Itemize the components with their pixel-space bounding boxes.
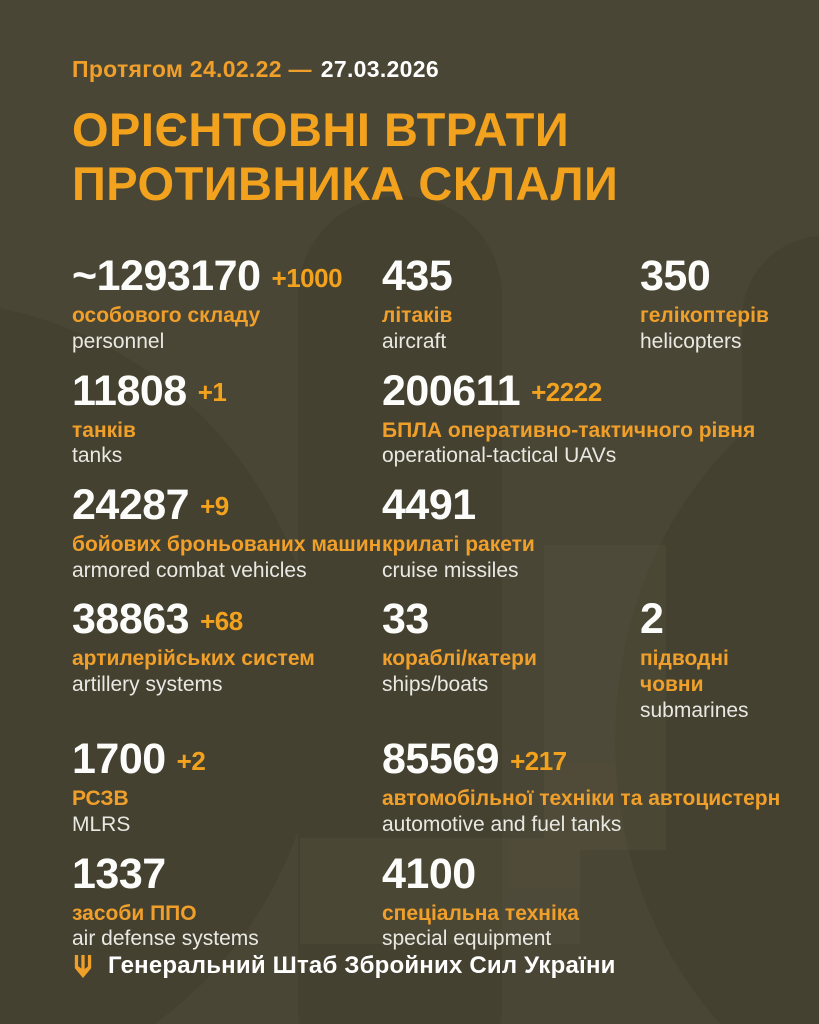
stat-label-uk: БПЛА оперативно-тактичного рівня	[382, 418, 756, 442]
stat-label-uk: спеціальна техніка	[382, 901, 579, 925]
stat-submarines	[640, 597, 783, 723]
stat-delta: +2222	[531, 377, 602, 408]
stat-delta: +68	[200, 605, 243, 636]
stat-label-uk: кораблі/катери	[382, 647, 537, 671]
stat-label-uk: крилаті ракети	[382, 533, 535, 557]
stat-label-uk: автомобільної техніки та автоцистерн	[382, 787, 781, 811]
stat-cruise-missiles	[382, 480, 783, 583]
trident-icon	[74, 955, 92, 978]
stat-label-en: artillery systems	[72, 672, 223, 696]
stat-label-en: special equipment	[382, 927, 552, 951]
stat-value-line	[382, 254, 640, 299]
stat-value-line	[72, 597, 382, 642]
stat-value: 1700	[72, 735, 166, 784]
stat-uavs	[382, 366, 783, 469]
stat-automotive	[382, 737, 783, 837]
stat-value-line	[72, 849, 382, 898]
stat-value: 2	[640, 595, 664, 644]
stat-label-en: cruise missiles	[382, 558, 519, 582]
stat-value: 1337	[72, 849, 166, 898]
stat-mlrs	[72, 737, 382, 837]
stat-value: 11808	[72, 366, 187, 415]
stat-label-uk: артилерійських систем	[72, 647, 315, 671]
stat-delta: +2	[176, 745, 206, 776]
stat-label-en: operational-tactical UAVs	[382, 444, 617, 468]
stat-label-en: tanks	[72, 444, 123, 468]
stat-delta: +9	[200, 491, 229, 522]
stat-artillery	[72, 597, 382, 723]
stat-label-uk: РСЗВ	[72, 787, 129, 811]
stat-label-en: personnel	[72, 329, 165, 353]
stat-label-en: automotive and fuel tanks	[382, 812, 622, 836]
stat-label-en: helicopters	[640, 329, 742, 353]
stat-label-uk: танків	[72, 418, 136, 442]
stat-value: 38863	[72, 595, 190, 644]
stat-delta: +1000	[271, 262, 343, 293]
stat-label-uk: підводні човни	[640, 647, 729, 696]
stat-value: 4491	[382, 480, 476, 529]
page-title	[72, 103, 783, 210]
stat-value-line	[382, 737, 783, 782]
stat-value: 33	[382, 595, 429, 644]
stat-label-en: armored combat vehicles	[72, 558, 307, 582]
stat-label-en: aircraft	[382, 329, 447, 353]
stat-value-line	[72, 737, 382, 782]
stat-label-en: MLRS	[72, 812, 131, 836]
stat-value: 24287	[72, 480, 190, 529]
period-line	[72, 56, 783, 83]
stat-label-en: air defense systems	[72, 927, 259, 951]
period-date: 27.03.2026	[320, 56, 439, 82]
stat-value-line	[382, 480, 783, 529]
stat-label-en: ships/boats	[382, 672, 489, 696]
stat-personnel	[72, 254, 382, 354]
stat-value-line	[72, 480, 382, 529]
footer	[74, 952, 616, 980]
stat-armored-vehicles	[72, 480, 382, 583]
period-label: Протягом 24.02.22 —	[72, 56, 312, 82]
stat-value-line	[72, 366, 382, 415]
stat-value: 4100	[382, 849, 476, 898]
stat-value: 350	[640, 252, 711, 301]
stat-label-uk: літаків	[382, 304, 453, 328]
stat-special-equipment	[382, 849, 783, 952]
stat-value-line	[382, 849, 783, 898]
stat-value: 200611	[382, 366, 521, 415]
stat-label-uk: бойових броньованих машин	[72, 533, 382, 557]
stat-label-uk: засоби ППО	[72, 901, 197, 925]
stat-value: 85569	[382, 735, 500, 784]
stat-value-line	[640, 254, 783, 299]
stat-label-en: submarines	[640, 698, 749, 722]
stat-label-uk: гелікоптерів	[640, 304, 769, 328]
footer-org-label: Генеральний Штаб Збройних Сил України	[108, 952, 616, 979]
stat-ships	[382, 597, 640, 723]
stat-label-uk: особового складу	[72, 304, 261, 328]
stat-tanks	[72, 366, 382, 469]
stat-value: 435	[382, 252, 453, 301]
stat-value-line	[72, 254, 382, 299]
stat-value-line	[382, 366, 783, 415]
stat-helicopters	[640, 254, 783, 354]
stat-aircraft	[382, 254, 640, 354]
stat-air-defense	[72, 849, 382, 952]
stat-value-line	[382, 597, 640, 642]
stat-delta: +1	[197, 377, 227, 408]
stats-grid	[72, 254, 783, 952]
title-line-2: ПРОТИВНИКА СКЛАЛИ	[72, 156, 619, 210]
title-line-1: ОРІЄНТОВНІ ВТРАТИ	[72, 103, 570, 156]
stat-value: ~1293170	[72, 252, 261, 301]
stat-value-line	[640, 597, 783, 642]
stat-delta: +217	[510, 745, 567, 776]
